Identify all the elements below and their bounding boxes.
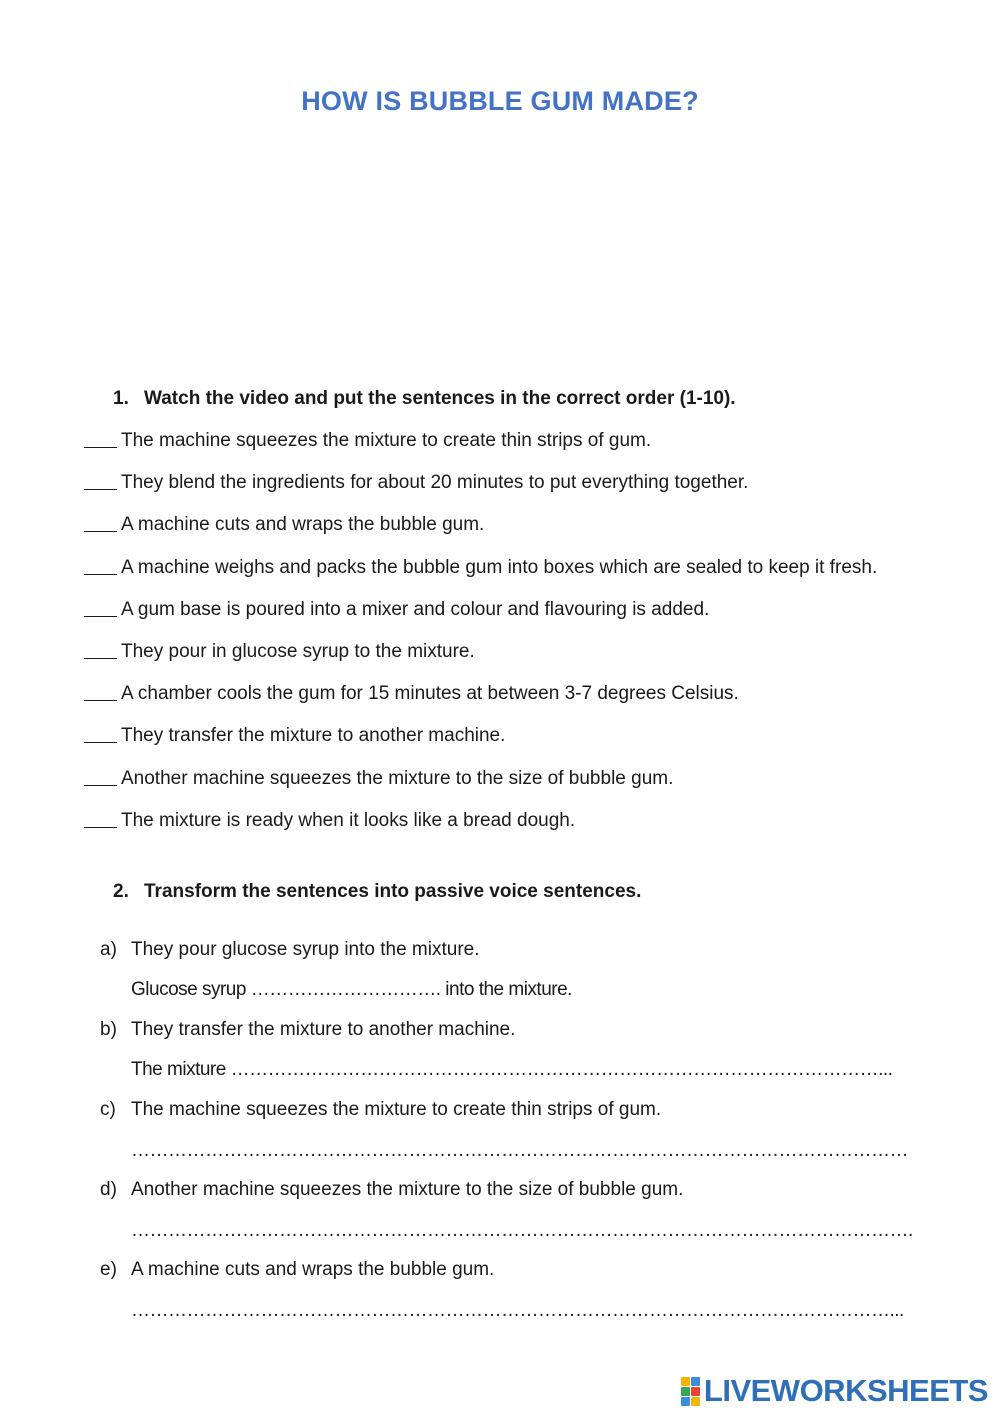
list-item-text: A gum base is poured into a mixer and colour and flavouring is added. — [121, 598, 710, 620]
list-item-text: The mixture is ready when it looks like a bread dough. — [121, 809, 576, 831]
question-d — [100, 1177, 683, 1203]
question-c — [100, 1097, 661, 1123]
answer-field-c[interactable] — [131, 1138, 908, 1164]
question-letter: b) — [100, 1019, 117, 1040]
list-item — [84, 808, 877, 850]
question-letter: c) — [100, 1099, 116, 1120]
list-item-text: They transfer the mixture to another machine. — [121, 725, 506, 747]
list-item-text: A machine weighs and packs the bubble gum into boxes which are sealed to keep it fresh. — [121, 556, 878, 578]
list-item — [84, 428, 877, 470]
page-title: HOW IS BUBBLE GUM MADE? — [301, 86, 699, 116]
question-sentence: A machine cuts and wraps the bubble gum. — [131, 1259, 495, 1280]
list-item — [84, 597, 877, 639]
list-item — [84, 681, 877, 723]
list-item — [84, 639, 877, 681]
answer-text: ……………………………………………………………………………………………………………... — [131, 1300, 904, 1321]
order-blank[interactable] — [84, 767, 117, 786]
list-item — [84, 470, 877, 512]
order-blank[interactable] — [84, 724, 117, 743]
section-1-number: 1. — [113, 388, 129, 409]
list-item — [84, 512, 877, 554]
list-item — [84, 555, 877, 597]
question-a — [100, 937, 480, 963]
answer-text: Glucose syrup …………………………. into the mixture. — [131, 979, 572, 1000]
list-item-text: Another machine squeezes the mixture to the size of bubble gum. — [121, 767, 674, 789]
order-blank[interactable] — [84, 682, 117, 701]
order-blank[interactable] — [84, 471, 117, 490]
question-letter: a) — [100, 939, 117, 960]
question-letter: e) — [100, 1259, 117, 1280]
question-sentence: Another machine squeezes the mixture to the size of bubble gum. — [131, 1179, 684, 1200]
order-blank[interactable] — [84, 809, 117, 828]
question-letter: d) — [100, 1179, 117, 1200]
question-b — [100, 1017, 515, 1043]
list-item — [84, 723, 877, 765]
section-2-heading-text: Transform the sentences into passive voice sentences. — [144, 881, 642, 902]
answer-field-b[interactable] — [131, 1057, 892, 1083]
logo-text: LIVEWORKSHEETS — [703, 1373, 988, 1408]
answer-field-e[interactable] — [131, 1298, 904, 1324]
question-sentence: The machine squeezes the mixture to create thin strips of gum. — [131, 1099, 662, 1120]
order-blank[interactable] — [84, 513, 117, 532]
answer-text: ……………………………………………………………………………………………………………… — [131, 1140, 908, 1161]
liveworksheets-logo — [681, 1372, 988, 1410]
question-e — [100, 1257, 494, 1283]
list-item-text: A machine cuts and wraps the bubble gum. — [121, 514, 485, 536]
answer-field-a[interactable] — [131, 977, 572, 1003]
order-blank[interactable] — [84, 556, 117, 575]
liveworksheets-logo-icon — [681, 1377, 700, 1406]
section-2-number: 2. — [113, 881, 129, 902]
section-1-heading — [113, 388, 736, 410]
answer-text: The mixture ……………………………………………………………………………………………... — [131, 1059, 893, 1080]
order-blank[interactable] — [84, 640, 117, 659]
order-blank[interactable] — [84, 429, 117, 448]
answer-text: ………………………………………………………………………………………………………………. — [131, 1220, 913, 1241]
list-item-text: They pour in glucose syrup to the mixture. — [121, 640, 475, 662]
order-blank[interactable] — [84, 598, 117, 617]
ordering-list — [84, 428, 877, 850]
question-sentence: They transfer the mixture to another machine. — [131, 1019, 516, 1040]
section-2-heading — [113, 881, 641, 903]
question-sentence: They pour glucose syrup into the mixture. — [131, 939, 480, 960]
answer-field-d[interactable] — [131, 1218, 913, 1244]
section-1-heading-text: Watch the video and put the sentences in the correct order (1-10). — [144, 388, 736, 409]
list-item — [84, 766, 877, 808]
list-item-text: The machine squeezes the mixture to create thin strips of gum. — [121, 430, 652, 451]
list-item-text: They blend the ingredients for about 20 minutes to put everything together. — [121, 472, 749, 494]
list-item-text: A chamber cools the gum for 15 minutes at between 3-7 degrees Celsius. — [121, 683, 739, 705]
